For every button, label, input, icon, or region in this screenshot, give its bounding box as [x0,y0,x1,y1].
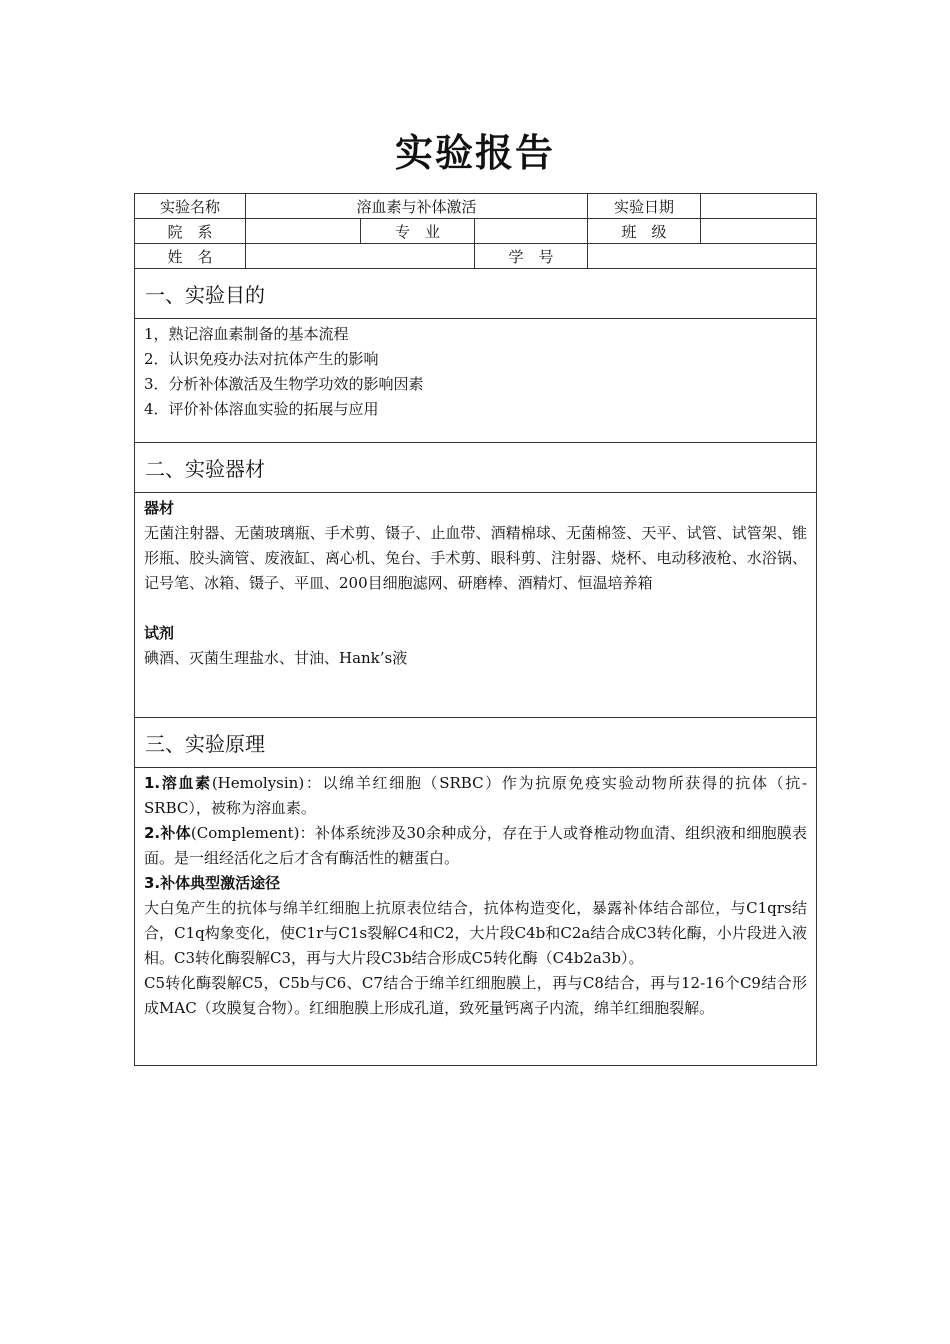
section-materials-body-row [135,493,817,718]
principle-lead-hemolysin: 1.溶血素 [144,774,212,792]
section-principle-heading-row [135,718,817,768]
equipment-text: 无菌注射器、无菌玻璃瓶、手术剪、镊子、止血带、酒精棉球、无菌棉签、天平、试管、试管架、锥形瓶、胶头滴管、废液缸、离心机、兔台、手术剪、眼科剪、注射器、烧杯、电动移液枪、水浴锅、记号笔、冰箱、镊子、平皿、200目细胞滤网、研磨棒、酒精灯、恒温培养箱 [144,524,808,592]
section-materials-body [135,493,817,718]
section-purpose-heading-row [135,269,817,319]
department-value[interactable] [246,219,361,244]
section-materials-heading: 二、实验器材 [135,443,817,493]
principle-lead-complement: 2.补体 [144,824,191,842]
section-principle-body-row [135,768,817,1066]
purpose-item: 2．认识免疫办法对抗体产生的影响 [144,350,379,368]
experiment-name-label: 实验名称 [135,194,246,219]
principle-text-hemolysin: (Hemolysin)：以绵羊红细胞（SRBC）作为抗原免疫实验动物所获得的抗体（抗-SRBC），被称为溶血素。 [144,774,808,817]
purpose-item: 3．分析补体激活及生物学功效的影响因素 [144,375,424,393]
section-principle-heading: 三、实验原理 [135,718,817,768]
student-name-value[interactable] [246,244,475,269]
principle-paragraph-complement [144,821,807,871]
section-principle-body [135,768,817,1066]
purpose-item: 4．评价补体溶血实验的拓展与应用 [144,400,379,418]
section-materials-heading-row [135,443,817,493]
principle-text-mac: C5转化酶裂解C5，C5b与C6、C7结合于绵羊红细胞膜上，再与C8结合，再与12-16个C9结合形成MAC（攻膜复合物）。红细胞膜上形成孔道，致死量钙离子内流，绵羊红细胞裂解。 [144,974,808,1017]
class-value[interactable] [701,219,817,244]
major-value[interactable] [475,219,588,244]
header-row-1 [135,194,817,219]
student-name-label: 姓 名 [135,244,246,269]
principle-paragraph-hemolysin [144,771,807,821]
section-purpose-heading: 一、实验目的 [135,269,817,319]
report-table [134,193,817,1066]
section-purpose-body-row [135,319,817,443]
reagent-text: 碘酒、灭菌生理盐水、甘油、Hank’s液 [144,649,408,667]
experiment-date-value[interactable] [701,194,817,219]
header-row-3 [135,244,817,269]
class-label: 班 级 [588,219,701,244]
experiment-date-label: 实验日期 [588,194,701,219]
equipment-label: 器材 [144,499,175,517]
report-title: 实验报告 [394,131,555,175]
purpose-item: 1，熟记溶血素制备的基本流程 [144,325,349,343]
student-id-value[interactable] [588,244,817,269]
principle-text-complement: (Complement)：补体系统涉及30余种成分，存在于人或脊椎动物血清、组织液和细胞膜表面。是一组经活化之后才含有酶活性的糖蛋白。 [144,824,808,867]
section-purpose-body [135,319,817,443]
student-id-label: 学 号 [475,244,588,269]
department-label: 院 系 [135,219,246,244]
experiment-name-value[interactable]: 溶血素与补体激活 [246,194,588,219]
principle-text-pathway: 大白兔产生的抗体与绵羊红细胞上抗原表位结合，抗体构造变化，暴露补体结合部位，与C1qrs结合，C1q构象变化，使C1r与C1s裂解C4和C2，大片段C4b和C2a结合成C3转化酶，小片段进入液相。C3转化酶裂解C3，再与大片段C3b结合形成C5转化酶（C4b2a3b）。 [144,899,808,967]
reagent-label: 试剂 [144,624,175,642]
major-label: 专 业 [361,219,475,244]
principle-lead-pathway: 3.补体典型激活途径 [144,874,281,892]
header-row-2 [135,219,817,244]
